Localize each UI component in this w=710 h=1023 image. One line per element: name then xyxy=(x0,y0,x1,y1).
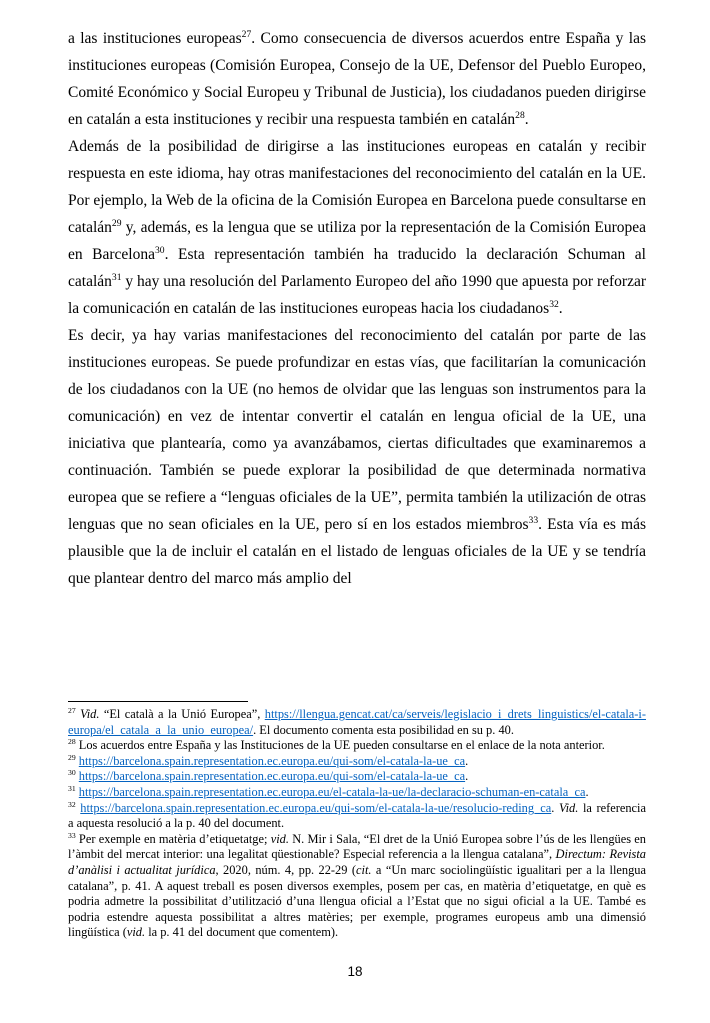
text-run: Es decir, ya hay varias manifestaciones del reconocimiento del catalán por parte de las instituciones europeas. Se puede profundizar en estas vías, que facilitarían la comunicación de los ciudadanos con la UE (no hemos de olvidar que las lenguas son instrumentos para la comunicación) en vez de intentar convertir el catalán en lengua oficial de la UE, una iniciativa que plantearía, como ya avanzábamos, ciertas dificultades que examinaremos a continuación. También se puede explorar la posibilidad de que determinada normativa europea que se refiere a “lenguas oficiales de la UE”, permita también la utilización de otras lenguas que no sean oficiales en la UE, pero sí en los estados miembros xyxy=(68,327,646,533)
text-run: . Esta vía es más plausible que la de incluir el catalán en el listado de lenguas oficiales de la UE y se tendría que plantear dentro del marco más amplio del xyxy=(68,516,646,587)
italic-text: cit. xyxy=(356,862,372,877)
footnote-ref: 28 xyxy=(68,737,76,747)
footnote-ref: 30 xyxy=(155,244,165,256)
hyperlink[interactable]: https://barcelona.spain.representation.ec.europa.eu/el-catala-la-ue/la-declaracio-schuman-en-catala_ca xyxy=(78,784,586,799)
footnote-33 xyxy=(68,832,646,941)
footnote-28 xyxy=(68,738,646,754)
hyperlink[interactable]: https://barcelona.spain.representation.ec.europa.eu/qui-som/el-catala-la-ue_ca xyxy=(78,753,466,768)
footnote-ref: 32 xyxy=(549,298,559,310)
italic-text: Directum: Revista d’anàlisi i actualitat jurídica xyxy=(68,847,646,877)
text-run: . Esta representación también ha traducido la declaración Schuman al catalán xyxy=(68,246,646,290)
text-run: Además de la posibilidad de dirigirse a las instituciones europeas en catalán y recibir respuesta en este idioma, hay otras manifestaciones del reconocimiento del catalán en la UE. Por ejemplo, la Web de la oficina de la Comisión Europea en Barcelona puede consultarse en catalán xyxy=(68,138,646,236)
text-run: N. Mir i Sala, “El dret de la Unió Europea sobre l’ús de les llengües en l’àmbit del mercat interior: una legalitat qüestionable? Especial referencia a la llengua catalana”, xyxy=(68,831,646,862)
hyperlink[interactable]: https://llengua.gencat.cat/ca/serveis/legislacio_i_drets_linguistics/el-catala-i-europa/el_catala_a_la_unio_europea/ xyxy=(68,707,646,737)
footnote-27 xyxy=(68,707,646,738)
footnote-ref: 31 xyxy=(68,783,76,793)
footnote-ref: 29 xyxy=(68,752,76,762)
text-run: y hay una resolución del Parlamento Europeo del año 1990 que apuesta por reforzar la comunicación en catalán de las instituciones europeas hacia los ciudadanos xyxy=(68,273,646,317)
footnote-ref: 30 xyxy=(68,768,76,778)
text-run: . El documento comenta esta posibilidad en su p. 40. xyxy=(253,722,514,737)
text-run: la p. 41 del document que comentem). xyxy=(145,925,339,940)
page-number: 18 xyxy=(347,964,363,979)
footnote-ref: 33 xyxy=(68,830,76,840)
text-run: Los acuerdos entre España y las Instituciones de la UE pueden consultarse en el enlace de la nota anterior. xyxy=(75,738,605,753)
text-run: . Como consecuencia de diversos acuerdos entre España y las instituciones europeas (Comisión Europea, Consejo de la UE, Defensor del Pueblo Europeo, Comité Económico y Social Europeu y Tribunal de Justicia), los ciudadanos pueden dirigirse en catalán a esta instituciones y recibir una respuesta también en catalán xyxy=(68,30,646,128)
italic-text: vid. xyxy=(270,831,289,846)
footnote-30 xyxy=(68,769,646,785)
footnotes-section xyxy=(68,701,646,941)
text-run: . xyxy=(558,300,563,317)
italic-text: Vid. xyxy=(558,800,579,815)
footnote-ref: 32 xyxy=(68,799,76,809)
footnote-ref: 28 xyxy=(515,109,525,121)
footnote-ref: 27 xyxy=(241,28,252,40)
footnote-ref: 33 xyxy=(528,514,539,526)
footnote-31 xyxy=(68,785,646,801)
body-paragraph-3 xyxy=(68,322,646,592)
body-text xyxy=(68,25,646,592)
text-run: . xyxy=(585,784,589,799)
hyperlink[interactable]: https://barcelona.spain.representation.ec.europa.eu/qui-som/el-catala-la-ue/resolucio-reding_ca xyxy=(80,800,552,815)
footnote-ref: 27 xyxy=(68,705,76,715)
text-run: . xyxy=(465,753,469,768)
footnote-separator xyxy=(68,701,248,702)
text-run: la referencia a aquesta resolució a la p. 40 del document. xyxy=(68,800,646,831)
italic-text: Vid. xyxy=(80,707,100,721)
text-run: , 2020, núm. 4, pp. 22-29 ( xyxy=(215,862,356,877)
text-run: . xyxy=(551,800,559,815)
text-run: y, además, es la lengua que se utiliza por la representación de la Comisión Europea en Barcelona xyxy=(68,219,646,263)
text-run: a las instituciones europeas xyxy=(68,30,242,47)
footnote-ref: 29 xyxy=(111,217,122,229)
body-paragraph-1 xyxy=(68,25,646,133)
text-run: . xyxy=(465,769,469,784)
italic-text: vid. xyxy=(126,925,146,940)
footnote-32 xyxy=(68,801,646,832)
text-run: “El català a la Unió Europea”, xyxy=(99,707,265,721)
hyperlink[interactable]: https://barcelona.spain.representation.ec.europa.eu/qui-som/el-catala-la-ue_ca xyxy=(78,769,466,784)
text-run: Per exemple en matèria d’etiquetatge; xyxy=(75,831,271,846)
text-run: . xyxy=(524,111,529,128)
text-run: a “Un marc sociolingüístic igualitari per a la llengua catalana”, p. 41. A aquest treball es posen diversos exemples, posem per cas, en matèria d’etiquetatge, en què es podria admetre la possibilitat d’utilització d’una llengua oficial a l’Estat que no sigui oficial a la UE. També es podria estendre aquesta possibilitat a altres matèries; per exemple, programes europeus amb una dimensió lingüística ( xyxy=(68,862,646,940)
footnote-29 xyxy=(68,754,646,770)
footnote-ref: 31 xyxy=(111,271,122,283)
body-paragraph-2 xyxy=(68,133,646,322)
